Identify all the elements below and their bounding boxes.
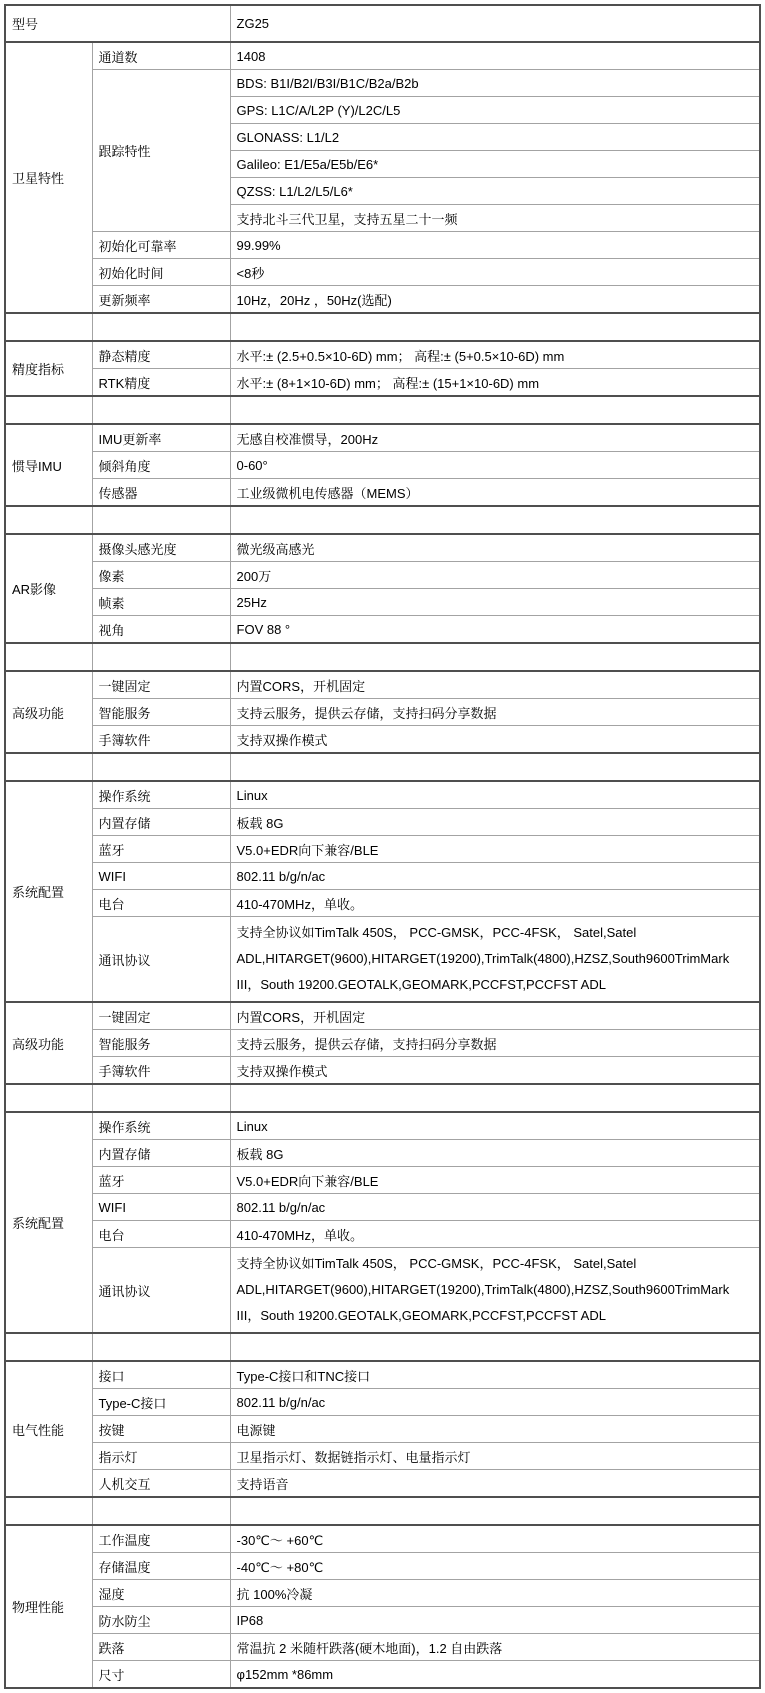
param-cell: 智能服务 [92,1030,230,1057]
value-cell: 支持全协议如TimTalk 450S， PCC-GMSK，PCC-4FSK， Satel,Satel ADL,HITARGET(9600),HITARGET(19200),TrimTalk(4800),HZSZ,South9600TrimMark III，South 19200.GEOTALK,GEOMARK,PCCFST,PCCFST ADL [230,917,760,1003]
param-cell: Type-C接口 [92,1389,230,1416]
param-cell: 内置存储 [92,809,230,836]
spec-row [5,341,760,369]
value-cell: Linux [230,781,760,809]
spec-row [5,863,760,890]
separator-cell [230,643,760,671]
value-cell: 支持云服务，提供云存储，支持扫码分享数据 [230,699,760,726]
separator-cell [5,1333,92,1361]
separator-cell [92,313,230,341]
param-cell: 更新频率 [92,286,230,314]
spec-row [5,286,760,314]
param-cell: 倾斜角度 [92,452,230,479]
spec-row [5,699,760,726]
value-cell: 卫星指示灯、数据链指示灯、电量指示灯 [230,1443,760,1470]
param-cell: 蓝牙 [92,836,230,863]
separator-cell [230,1497,760,1525]
value-cell: GPS: L1C/A/L2P (Y)/L2C/L5 [230,97,760,124]
value-cell: 99.99% [230,232,760,259]
separator-cell [230,1333,760,1361]
separator-row [5,753,760,781]
spec-row [5,1661,760,1689]
param-cell: 智能服务 [92,699,230,726]
spec-row [5,1389,760,1416]
spec-row [5,1140,760,1167]
value-cell: 410-470MHz，单收。 [230,1221,760,1248]
value-cell: φ152mm *86mm [230,1661,760,1689]
spec-row [5,1580,760,1607]
spec-row [5,70,760,97]
spec-table-body [5,5,760,1688]
category-cell: 系统配置 [5,1112,92,1333]
spec-row [5,1057,760,1085]
value-cell: 水平:± (2.5+0.5×10-6D) mm； 高程:± (5+0.5×10-6D) mm [230,341,760,369]
separator-cell [5,753,92,781]
separator-cell [92,1497,230,1525]
param-cell: 蓝牙 [92,1167,230,1194]
value-cell: 200万 [230,562,760,589]
spec-row [5,809,760,836]
value-cell: Type-C接口和TNC接口 [230,1361,760,1389]
param-cell: 通讯协议 [92,917,230,1003]
spec-row [5,1525,760,1553]
separator-cell [92,753,230,781]
spec-row [5,42,760,70]
value-cell: 内置CORS，开机固定 [230,671,760,699]
model-label-cell: 型号 [5,5,230,42]
value-cell: V5.0+EDR向下兼容/BLE [230,836,760,863]
value-cell: FOV 88 ° [230,616,760,644]
param-cell: 湿度 [92,1580,230,1607]
param-cell: 防水防尘 [92,1607,230,1634]
separator-cell [230,396,760,424]
param-cell: 像素 [92,562,230,589]
category-cell: 电气性能 [5,1361,92,1497]
category-cell: 物理性能 [5,1525,92,1688]
spec-row [5,1361,760,1389]
spec-row [5,671,760,699]
value-cell: 微光级高感光 [230,534,760,562]
value-cell: 1408 [230,42,760,70]
param-cell: RTK精度 [92,369,230,397]
separator-cell [92,1084,230,1112]
param-cell: 接口 [92,1361,230,1389]
separator-cell [230,753,760,781]
spec-row [5,1470,760,1498]
spec-row [5,1167,760,1194]
separator-cell [5,643,92,671]
value-cell: 0-60° [230,452,760,479]
param-cell: WIFI [92,1194,230,1221]
model-value-cell: ZG25 [230,5,760,42]
value-cell: 802.11 b/g/n/ac [230,1194,760,1221]
separator-cell [5,506,92,534]
param-cell: 手簿软件 [92,1057,230,1085]
separator-cell [92,506,230,534]
separator-row [5,1497,760,1525]
param-cell: 尺寸 [92,1661,230,1689]
param-cell: 摄像头感光度 [92,534,230,562]
separator-row [5,506,760,534]
spec-row [5,1443,760,1470]
spec-row [5,917,760,1003]
model-row [5,5,760,42]
value-cell: 板载 8G [230,809,760,836]
value-cell: 支持双操作模式 [230,726,760,754]
spec-row [5,1607,760,1634]
value-cell: 抗 100%冷凝 [230,1580,760,1607]
category-cell: 系统配置 [5,781,92,1002]
spec-row [5,232,760,259]
separator-cell [5,313,92,341]
param-cell: 通道数 [92,42,230,70]
separator-cell [92,643,230,671]
param-cell: 存储温度 [92,1553,230,1580]
value-cell: 工业级微机电传感器（MEMS） [230,479,760,507]
value-cell: 水平:± (8+1×10-6D) mm； 高程:± (15+1×10-6D) mm [230,369,760,397]
spec-row [5,1634,760,1661]
param-cell: 指示灯 [92,1443,230,1470]
category-cell: 高级功能 [5,1002,92,1084]
spec-row [5,1248,760,1334]
spec-row [5,890,760,917]
spec-row [5,1030,760,1057]
separator-cell [230,1084,760,1112]
value-cell: IP68 [230,1607,760,1634]
separator-row [5,643,760,671]
param-cell: WIFI [92,863,230,890]
separator-row [5,396,760,424]
value-cell: Galileo: E1/E5a/E5b/E6* [230,151,760,178]
value-cell: GLONASS: L1/L2 [230,124,760,151]
spec-row [5,424,760,452]
separator-row [5,1333,760,1361]
param-cell: 操作系统 [92,1112,230,1140]
param-cell: 人机交互 [92,1470,230,1498]
spec-row [5,534,760,562]
spec-row [5,1553,760,1580]
value-cell: 无感自校准惯导，200Hz [230,424,760,452]
value-cell: 内置CORS，开机固定 [230,1002,760,1030]
value-cell: 支持北斗三代卫星，支持五星二十一频 [230,205,760,232]
param-cell: 内置存储 [92,1140,230,1167]
param-cell: 跌落 [92,1634,230,1661]
category-cell: 精度指标 [5,341,92,396]
value-cell: BDS: B1I/B2I/B3I/B1C/B2a/B2b [230,70,760,97]
param-cell: 电台 [92,890,230,917]
value-cell: V5.0+EDR向下兼容/BLE [230,1167,760,1194]
param-cell: 电台 [92,1221,230,1248]
param-cell: IMU更新率 [92,424,230,452]
value-cell: 802.11 b/g/n/ac [230,1389,760,1416]
spec-row [5,781,760,809]
separator-cell [5,1497,92,1525]
spec-row [5,1194,760,1221]
value-cell: <8秒 [230,259,760,286]
value-cell: QZSS: L1/L2/L5/L6* [230,178,760,205]
separator-cell [5,1084,92,1112]
value-cell: 802.11 b/g/n/ac [230,863,760,890]
category-cell: AR影像 [5,534,92,643]
spec-row [5,259,760,286]
category-cell: 惯导IMU [5,424,92,506]
spec-row [5,589,760,616]
separator-cell [92,396,230,424]
param-cell: 初始化时间 [92,259,230,286]
param-cell: 初始化可靠率 [92,232,230,259]
separator-cell [230,313,760,341]
value-cell: 支持全协议如TimTalk 450S， PCC-GMSK，PCC-4FSK， Satel,Satel ADL,HITARGET(9600),HITARGET(19200),TrimTalk(4800),HZSZ,South9600TrimMark III，South 19200.GEOTALK,GEOMARK,PCCFST,PCCFST ADL [230,1248,760,1334]
value-cell: Linux [230,1112,760,1140]
spec-row [5,1221,760,1248]
spec-row [5,836,760,863]
separator-cell [5,396,92,424]
param-cell: 手簿软件 [92,726,230,754]
separator-row [5,313,760,341]
param-cell: 按键 [92,1416,230,1443]
separator-row [5,1084,760,1112]
separator-cell [230,506,760,534]
category-cell: 高级功能 [5,671,92,753]
value-cell: -40℃～ +80℃ [230,1553,760,1580]
category-cell: 卫星特性 [5,42,92,313]
value-cell: -30℃～ +60℃ [230,1525,760,1553]
spec-row [5,1112,760,1140]
param-cell: 工作温度 [92,1525,230,1553]
value-cell: 25Hz [230,589,760,616]
spec-table [4,4,761,1689]
value-cell: 支持云服务，提供云存储，支持扫码分享数据 [230,1030,760,1057]
param-cell: 跟踪特性 [92,70,230,232]
param-cell: 传感器 [92,479,230,507]
spec-row [5,1416,760,1443]
spec-row [5,726,760,754]
param-cell: 静态精度 [92,341,230,369]
spec-row [5,562,760,589]
spec-row [5,1002,760,1030]
param-cell: 视角 [92,616,230,644]
spec-row [5,452,760,479]
param-cell: 通讯协议 [92,1248,230,1334]
value-cell: 10Hz，20Hz ，50Hz(选配) [230,286,760,314]
value-cell: 支持双操作模式 [230,1057,760,1085]
value-cell: 电源键 [230,1416,760,1443]
value-cell: 410-470MHz，单收。 [230,890,760,917]
separator-cell [92,1333,230,1361]
value-cell: 常温抗 2 米随杆跌落(硬木地面)，1.2 自由跌落 [230,1634,760,1661]
param-cell: 一键固定 [92,671,230,699]
value-cell: 板载 8G [230,1140,760,1167]
param-cell: 帧素 [92,589,230,616]
param-cell: 一键固定 [92,1002,230,1030]
spec-row [5,369,760,397]
param-cell: 操作系统 [92,781,230,809]
spec-row [5,616,760,644]
value-cell: 支持语音 [230,1470,760,1498]
spec-row [5,479,760,507]
